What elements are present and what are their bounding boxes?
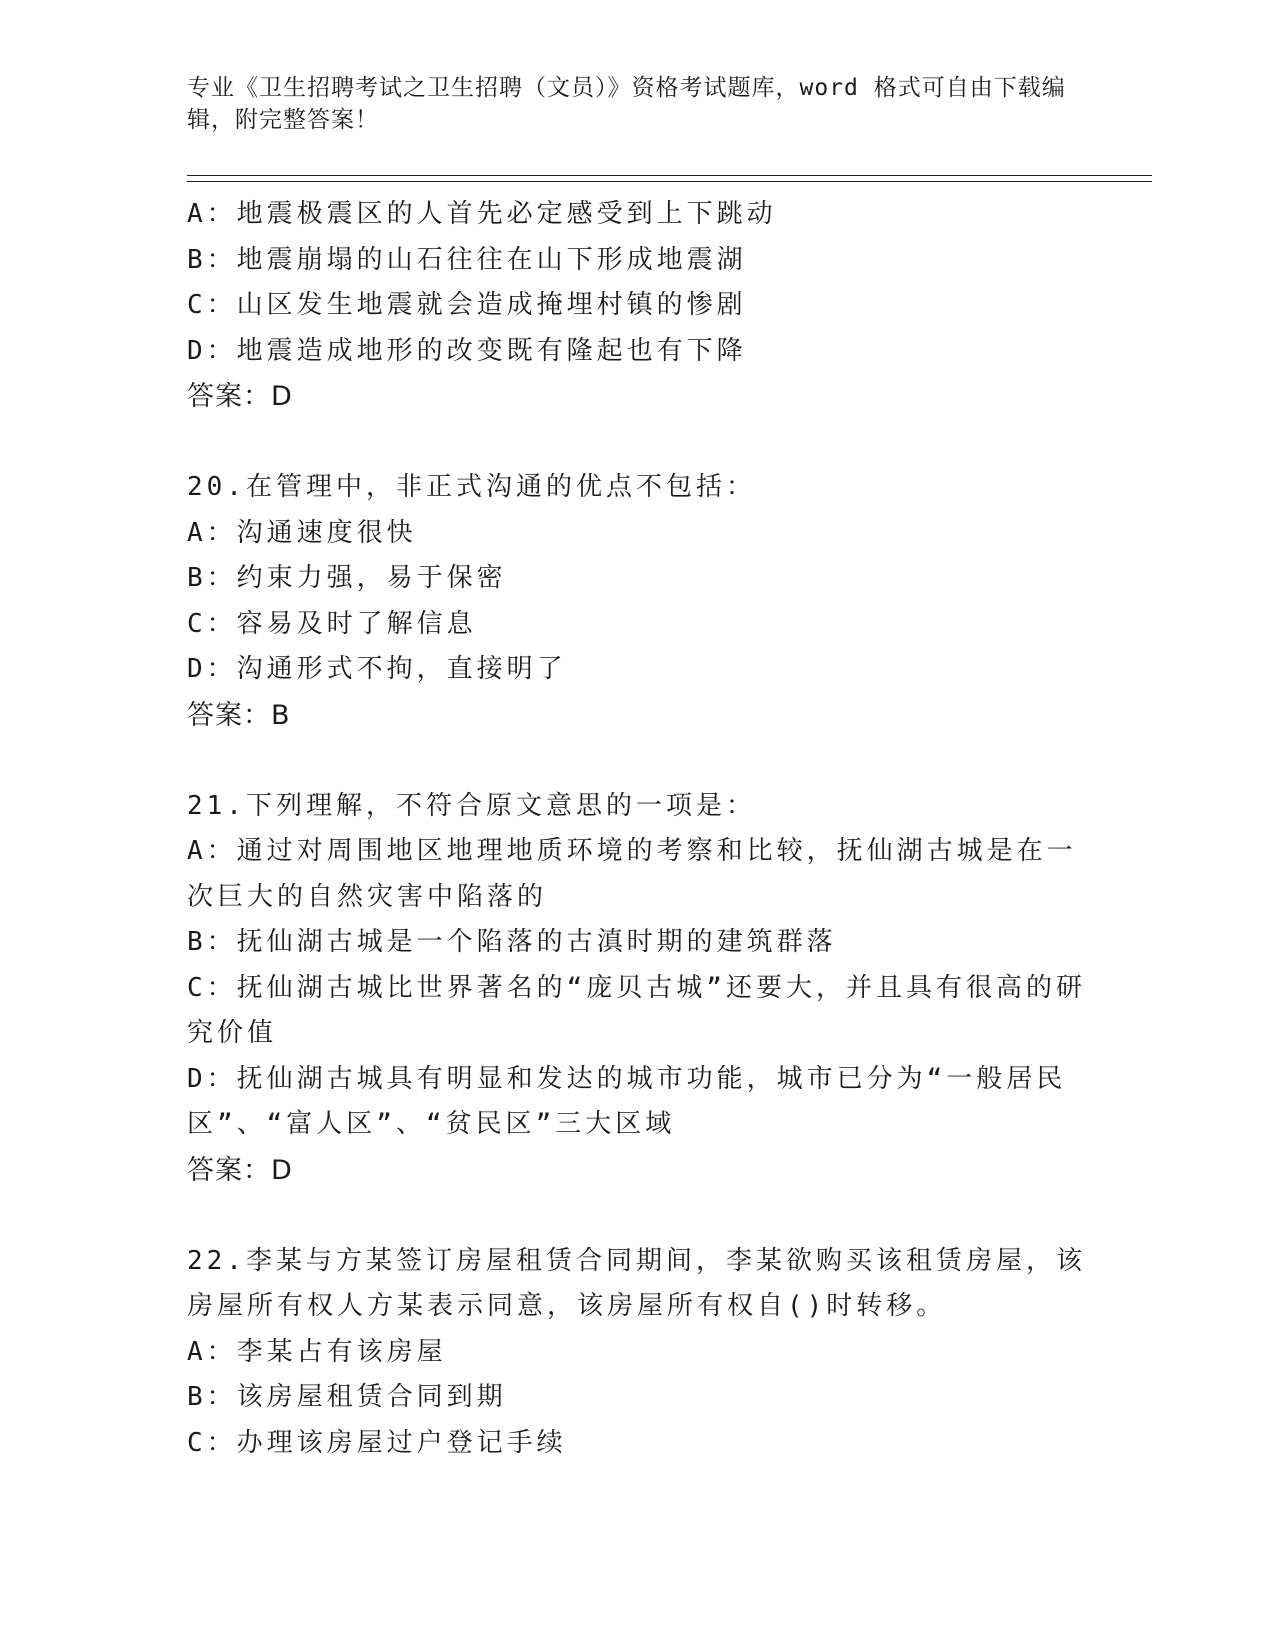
option-a: A：通过对周围地区地理地质环境的考察和比较，抚仙湖古城是在一次巨大的自然灾害中陷落的 bbox=[187, 836, 1077, 912]
option-c: C：容易及时了解信息 bbox=[187, 608, 477, 639]
question-22 bbox=[187, 1239, 1087, 1467]
option-d: D：地震造成地形的改变既有隆起也有下降 bbox=[187, 335, 747, 366]
option-a: A：沟通速度很快 bbox=[187, 517, 417, 548]
question-text: 20.在管理中，非正式沟通的优点不包括： bbox=[187, 472, 756, 502]
header-rule-top bbox=[187, 175, 1152, 176]
option-b: B：地震崩塌的山石往往在山下形成地震湖 bbox=[187, 244, 747, 275]
option-a: A：地震极震区的人首先必定感受到上下跳动 bbox=[187, 199, 777, 229]
question-text: 21.下列理解，不符合原文意思的一项是： bbox=[187, 790, 756, 821]
option-d: D：沟通形式不拘，直接明了 bbox=[187, 654, 567, 684]
option-b: B：约束力强，易于保密 bbox=[187, 563, 507, 593]
question-19 bbox=[187, 192, 1087, 420]
option-c: C：山区发生地震就会造成掩埋村镇的惨剧 bbox=[187, 290, 747, 320]
option-b: B：抚仙湖古城是一个陷落的古滇时期的建筑群落 bbox=[187, 927, 837, 957]
answer-line: 答案：B bbox=[187, 699, 291, 731]
spacer bbox=[187, 420, 1087, 466]
spacer bbox=[187, 1193, 1087, 1239]
option-a: A：李某占有该房屋 bbox=[187, 1336, 447, 1367]
question-21 bbox=[187, 784, 1087, 1194]
option-b: B：该房屋租赁合同到期 bbox=[187, 1382, 507, 1412]
header-rule-bottom bbox=[187, 181, 1152, 182]
option-d: D：抚仙湖古城具有明显和发达的城市功能，城市已分为“一般居民区”、“富人区”、“贫民区”三大区域 bbox=[187, 1063, 1067, 1139]
question-list bbox=[187, 192, 1087, 1466]
option-c: C：办理该房屋过户登记手续 bbox=[187, 1427, 567, 1458]
spacer bbox=[187, 738, 1087, 784]
question-20 bbox=[187, 465, 1087, 738]
answer-line: 答案：D bbox=[187, 1154, 293, 1186]
question-text: 22.李某与方某签订房屋租赁合同期间，李某欲购买该租赁房屋，该房屋所有权人方某表示同意，该房屋所有权自()时转移。 bbox=[187, 1245, 1086, 1321]
option-c: C：抚仙湖古城比世界著名的“庞贝古城”还要大，并且具有很高的研究价值 bbox=[187, 972, 1086, 1048]
answer-line: 答案：D bbox=[187, 381, 293, 412]
document-header-text: 专业《卫生招聘考试之卫生招聘（文员）》资格考试题库，word 格式可自由下载编辑，附完整答案！ bbox=[187, 75, 1066, 133]
